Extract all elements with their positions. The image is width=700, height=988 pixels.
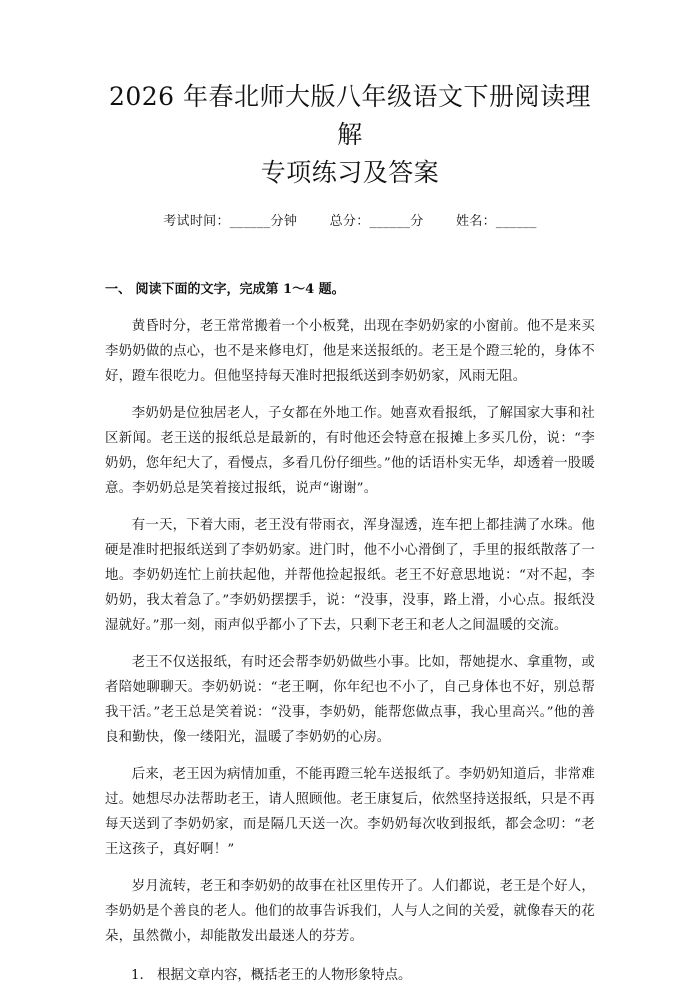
exam-time: 考试时间：______分钟 [163, 214, 298, 229]
question-item [105, 963, 595, 988]
exam-score: 总分：______分 [329, 214, 424, 229]
section-heading: 一、 阅读下面的文字，完成第 1～4 题。 [105, 282, 345, 297]
student-name: 姓名：______ [456, 214, 537, 229]
passage-paragraph: 岁月流转，老王和李奶奶的故事在社区里传开了。人们都说，老王是个好人，李奶奶是个善良的老人。他们的故事告诉我们，人与人之间的关爱，就像春天的花朵，虽然微小，却能散发出最迷人的芬芳。 [105, 879, 595, 944]
title-line-2: 专项练习及答案 [260, 158, 440, 187]
passage-paragraph: 有一天，下着大雨，老王没有带雨衣，浑身湿透，连车把上都挂满了水珠。他硬是准时把报纸送到了李奶奶家。进门时，他不小心滑倒了，手里的报纸散落了一地。李奶奶连忙上前扶起他，并帮他捡起报纸。老王不好意思地说：“对不起，李奶奶，我太着急了。”李奶奶摆摆手，说：“没事，没事，路上滑，小心点。报纸没湿就好。”那一刻，雨声似乎都小了下去，只剩下老王和老人之间温暖的交流。 [105, 518, 595, 633]
question-number: 1. [131, 968, 144, 983]
passage-paragraph: 后来，老王因为病情加重，不能再蹬三轮车送报纸了。李奶奶知道后，非常难过。她想尽办法帮助老王，请人照顾他。老王康复后，依然坚持送报纸，只是不再每天送到了李奶奶家，而是隔几天送一次。李奶奶每次收到报纸，都会念叨：“老王这孩子，真好啊！” [105, 767, 595, 857]
passage-paragraph: 黄昏时分，老王常常搬着一个小板凳，出现在李奶奶家的小窗前。他不是来买李奶奶做的点心，也不是来修电灯，他是来送报纸的。老王是个蹬三轮的，身体不好，蹬车很吃力。但他坚持每天准时把报纸送到李奶奶家，风雨无阻。 [105, 319, 595, 384]
passage-paragraph: 老王不仅送报纸，有时还会帮李奶奶做些小事。比如，帮她提水、拿重物，或者陪她聊聊天。李奶奶说：“老王啊，你年纪也不小了，自己身体也不好，别总帮我干活。”老王总是笑着说：“没事，李奶奶，能帮您做点事，我心里高兴。”他的善良和勤快，像一缕阳光，温暖了李奶奶的心房。 [105, 655, 595, 745]
exam-meta [105, 212, 595, 232]
title-line-1: 2026 年春北师大版八年级语文下册阅读理解 [108, 82, 592, 149]
passage-paragraph: 李奶奶是位独居老人，子女都在外地工作。她喜欢看报纸，了解国家大事和社区新闻。老王送的报纸总是最新的，有时他还会特意在报摊上多买几份，说：“李奶奶，您年纪大了，看慢点，多看几份仔细些。”他的话语朴实无华，却透着一股暖意。李奶奶总是笑着接过报纸，说声“谢谢”。 [105, 406, 595, 496]
question-text: 根据文章内容，概括老王的人物形象特点。 [157, 968, 412, 983]
document-title [105, 78, 595, 192]
